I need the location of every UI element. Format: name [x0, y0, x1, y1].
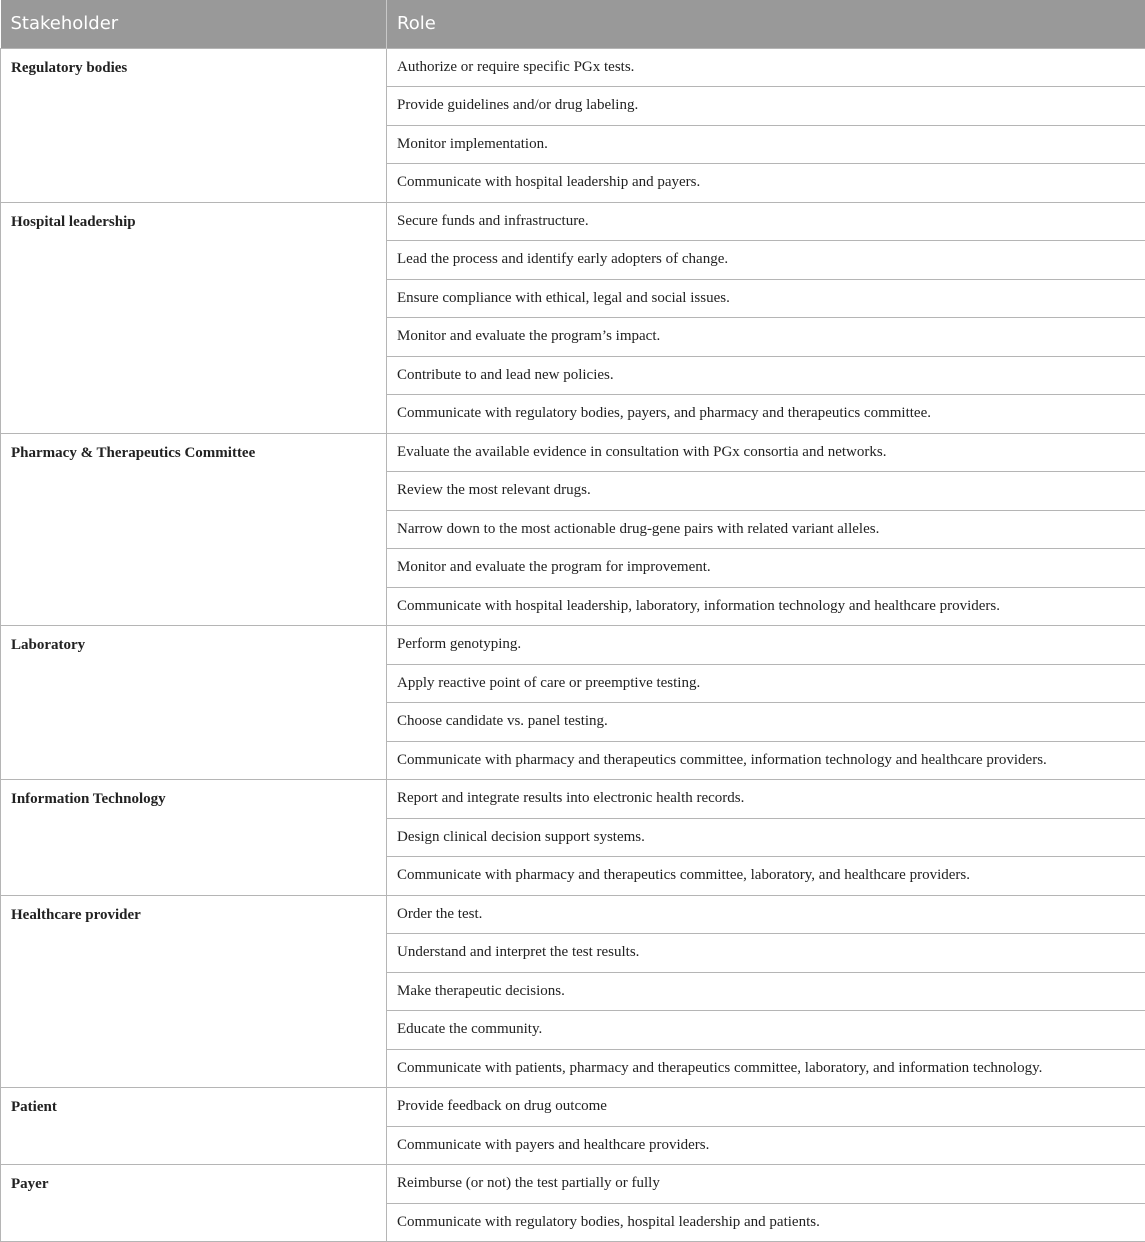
role-cell: Communicate with hospital leadership and payers. [387, 164, 1145, 203]
role-cell: Contribute to and lead new policies. [387, 356, 1145, 395]
role-cell: Monitor and evaluate the program for improvement. [387, 549, 1145, 588]
stakeholder-cell: Healthcare provider [1, 895, 387, 1088]
role-cell: Secure funds and infrastructure. [387, 202, 1145, 241]
table-row [1, 48, 1145, 87]
role-cell: Lead the process and identify early adopters of change. [387, 241, 1145, 280]
table-body [1, 48, 1145, 1242]
role-cell: Understand and interpret the test results. [387, 934, 1145, 973]
role-cell: Narrow down to the most actionable drug-gene pairs with related variant alleles. [387, 510, 1145, 549]
stakeholder-cell: Hospital leadership [1, 202, 387, 433]
stakeholder-cell: Information Technology [1, 780, 387, 896]
role-cell: Authorize or require specific PGx tests. [387, 48, 1145, 87]
table-row [1, 202, 1145, 241]
role-cell: Evaluate the available evidence in consultation with PGx consortia and networks. [387, 433, 1145, 472]
table-row [1, 780, 1145, 819]
stakeholder-cell: Patient [1, 1088, 387, 1165]
role-cell: Design clinical decision support systems. [387, 818, 1145, 857]
table-row [1, 1088, 1145, 1127]
table-header [1, 0, 1145, 48]
role-cell: Communicate with hospital leadership, laboratory, information technology and healthcare providers. [387, 587, 1145, 626]
table-row [1, 433, 1145, 472]
role-cell: Make therapeutic decisions. [387, 972, 1145, 1011]
stakeholder-cell: Laboratory [1, 626, 387, 780]
role-cell: Apply reactive point of care or preemptive testing. [387, 664, 1145, 703]
role-cell: Communicate with payers and healthcare providers. [387, 1126, 1145, 1165]
stakeholder-cell: Regulatory bodies [1, 48, 387, 202]
stakeholder-cell: Pharmacy & Therapeutics Committee [1, 433, 387, 626]
header-role: Role [387, 0, 1145, 48]
role-cell: Choose candidate vs. panel testing. [387, 703, 1145, 742]
role-cell: Communicate with regulatory bodies, hospital leadership and patients. [387, 1203, 1145, 1242]
table-row [1, 626, 1145, 665]
role-cell: Report and integrate results into electronic health records. [387, 780, 1145, 819]
header-stakeholder: Stakeholder [1, 0, 387, 48]
role-cell: Communicate with pharmacy and therapeutics committee, information technology and healthcare providers. [387, 741, 1145, 780]
role-cell: Educate the community. [387, 1011, 1145, 1050]
role-cell: Provide guidelines and/or drug labeling. [387, 87, 1145, 126]
header-row [1, 0, 1145, 48]
role-cell: Ensure compliance with ethical, legal and social issues. [387, 279, 1145, 318]
role-cell: Monitor implementation. [387, 125, 1145, 164]
role-cell: Communicate with regulatory bodies, payers, and pharmacy and therapeutics committee. [387, 395, 1145, 434]
role-cell: Communicate with patients, pharmacy and therapeutics committee, laboratory, and information technology. [387, 1049, 1145, 1088]
stakeholder-cell: Payer [1, 1165, 387, 1242]
role-cell: Review the most relevant drugs. [387, 472, 1145, 511]
table-row [1, 895, 1145, 934]
role-cell: Order the test. [387, 895, 1145, 934]
role-cell: Reimburse (or not) the test partially or fully [387, 1165, 1145, 1204]
table-row [1, 1165, 1145, 1204]
role-cell: Provide feedback on drug outcome [387, 1088, 1145, 1127]
role-cell: Perform genotyping. [387, 626, 1145, 665]
role-cell: Communicate with pharmacy and therapeutics committee, laboratory, and healthcare providers. [387, 857, 1145, 896]
role-cell: Monitor and evaluate the program’s impact. [387, 318, 1145, 357]
